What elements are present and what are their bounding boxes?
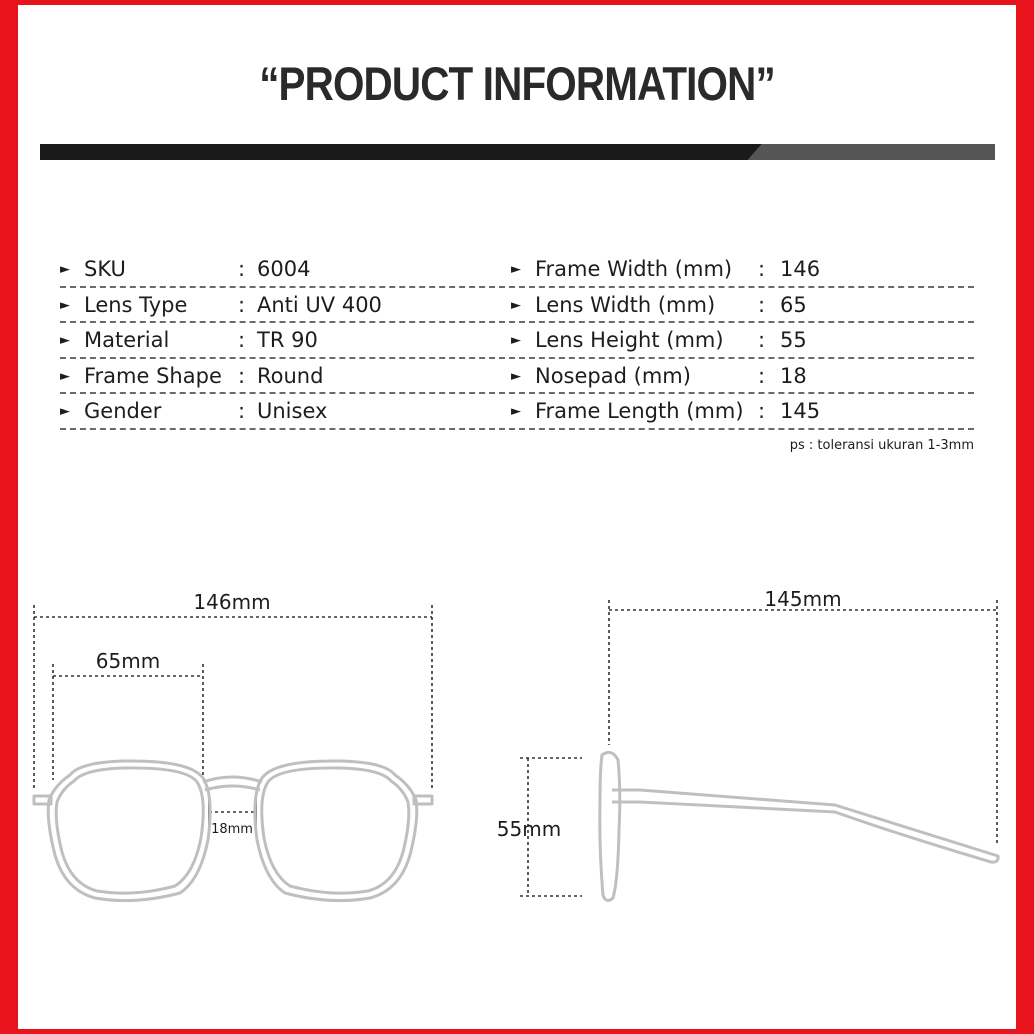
front-dimension-lines — [34, 605, 432, 812]
lens-width-label: 65mm — [95, 649, 161, 673]
spec-separator: : — [758, 399, 766, 423]
spec-label: Nosepad (mm) — [535, 363, 691, 388]
spec-separator: : — [758, 328, 766, 352]
spec-label: Frame Width (mm) — [535, 257, 733, 281]
spec-value: Unisex — [257, 399, 328, 423]
spec-label: Frame Length (mm) — [535, 399, 744, 423]
glasses-side-outline — [600, 752, 998, 900]
spec-separator: : — [238, 399, 246, 423]
triangle-right-icon: ► — [511, 368, 521, 384]
spec-value: TR 90 — [257, 328, 318, 352]
spec-separator: : — [238, 328, 246, 352]
spec-value: 55 — [780, 328, 807, 352]
triangle-right-icon: ► — [511, 297, 521, 313]
spec-separator: : — [758, 292, 766, 317]
spec-value: Round — [257, 363, 324, 388]
frame-width-label: 146mm — [193, 590, 271, 614]
spec-value: Anti UV 400 — [257, 292, 382, 317]
spec-value: 146 — [780, 257, 821, 281]
spec-label: SKU — [84, 257, 126, 281]
spec-separator: : — [238, 257, 246, 281]
spec-label: Lens Height (mm) — [535, 328, 724, 352]
spec-separator: : — [238, 363, 246, 388]
page-title: “PRODUCT INFORMATION” — [259, 57, 775, 110]
spec-separator: : — [758, 363, 766, 388]
spec-label: Lens Type — [84, 292, 188, 317]
nosepad-label: 18mm — [211, 822, 253, 837]
spec-label: Material — [84, 328, 170, 352]
spec-label: Gender — [84, 399, 162, 423]
triangle-right-icon: ► — [511, 333, 521, 348]
spec-value: 6004 — [257, 257, 311, 281]
spec-value: 65 — [780, 292, 807, 317]
triangle-right-icon: ► — [60, 368, 70, 384]
spec-label: Lens Width (mm) — [535, 292, 716, 317]
tolerance-note: ps : toleransi ukuran 1-3mm — [789, 438, 974, 453]
triangle-right-icon: ► — [511, 262, 521, 277]
spec-separator: : — [238, 292, 246, 317]
spec-label: Frame Shape — [84, 363, 222, 388]
frame-length-label: 145mm — [764, 587, 842, 611]
spec-separator: : — [758, 257, 766, 281]
lens-height-label: 55mm — [496, 817, 562, 841]
spec-value: 18 — [780, 363, 807, 388]
triangle-right-icon: ► — [60, 333, 70, 348]
side-dimension-lines — [520, 600, 997, 896]
triangle-right-icon: ► — [60, 297, 70, 313]
triangle-right-icon: ► — [511, 404, 521, 419]
triangle-right-icon: ► — [60, 404, 70, 419]
triangle-right-icon: ► — [60, 262, 70, 277]
spec-value: 145 — [780, 399, 821, 423]
